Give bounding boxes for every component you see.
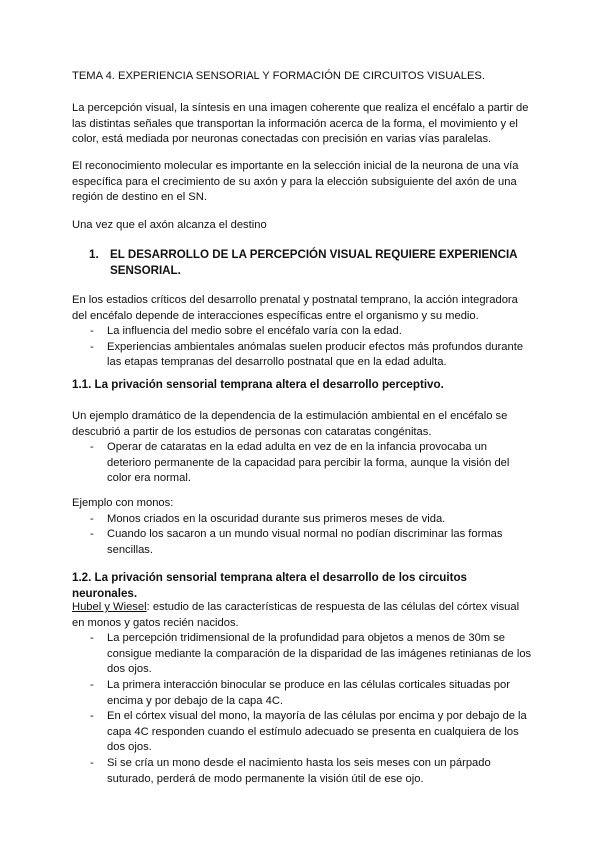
- list-item: - En el córtex visual del mono, la mayoría de las células por encima y por debajo de la capa 4C responden cuando el estímulo adecuado se presenta en cualquiera de los dos ojos.: [90, 710, 527, 754]
- section-1-1-bullet-list: [72, 440, 532, 487]
- paragraph-molecular-recognition: El reconocimiento molecular es importante en la selección inicial de la neurona de una vía específica para el crecimiento de su axón y para la elección subsiguiente del axón de una región de destino en el SN.: [72, 160, 519, 204]
- section-1-intro: En los estadios críticos del desarrollo prenatal y postnatal temprano, la acción integradora del encéfalo depende de interacciones específicas entre el organismo y su medio.: [72, 294, 518, 322]
- list-item: - La influencia del medio sobre el encéfalo varía con la edad.: [72, 324, 532, 340]
- dash-marker: -: [90, 756, 94, 769]
- dash-marker: -: [90, 441, 94, 454]
- section-1-number: 1.: [89, 248, 99, 261]
- authors-underlined: Hubel y Wiesel: [72, 601, 147, 613]
- list-item: - La percepción tridimensional de la profundidad para objetos a menos de 30m se consigue mediante la comparación de la disparidad de las imágenes retinianas de los dos ojos.: [90, 632, 532, 676]
- section-1-1-body: [72, 409, 532, 487]
- list-item: - Cuando los sacaron a un mundo visual normal no podían discriminar las formas sencillas.: [90, 528, 503, 556]
- section-1-2-heading: 1.2. La privación sensorial temprana altera el desarrollo de los circuitos neuronales.: [72, 571, 467, 600]
- example-bullet-list: [72, 512, 532, 559]
- dash-marker: -: [90, 528, 94, 541]
- dash-marker: -: [90, 710, 94, 723]
- list-item: - Monos criados en la oscuridad durante sus primeros meses de vida.: [72, 512, 532, 528]
- section-1-2-intro: [72, 600, 532, 631]
- section-1-1-intro: Un ejemplo dramático de la dependencia de la estimulación ambiental en el encéfalo se descubrió a partir de los estudios de personas con cataratas congénitas.: [72, 410, 508, 438]
- section-1-heading-text: EL DESARROLLO DE LA PERCEPCIÓN VISUAL REQUIERE EXPERIENCIA SENSORIAL.: [110, 248, 518, 277]
- section-1-1-heading: 1.1. La privación sensorial temprana altera el desarrollo perceptivo.: [72, 378, 444, 391]
- section-1-2-bullet-list: [72, 631, 532, 787]
- list-item: - Experiencias ambientales anómalas suelen producir efectos más profundos durante las etapas tempranas del desarrollo postnatal que en la edad adulta.: [90, 340, 524, 369]
- list-item: - Operar de cataratas en la edad adulta en vez de en la infancia provocaba un deterioro permanente de la capacidad para percibir la forma, aunque la visión del color era normal.: [90, 441, 510, 485]
- list-item: - Si se cría un mono desde el nacimiento hasta los seis meses con un párpado suturado, perderá de modo permanente la visión útil de ese ojo.: [90, 756, 491, 785]
- section-1-heading: [89, 247, 529, 279]
- dash-marker: -: [90, 325, 94, 338]
- monkey-example: [72, 496, 532, 558]
- intro-rest: : estudio de las características de respuesta de las células del córtex visual en monos y gatos recién nacidos.: [72, 601, 520, 629]
- section-1-body: [72, 293, 532, 371]
- paragraph-visual-perception: La percepción visual, la síntesis en una imagen coherente que realiza el encéfalo a partir de las distintas señales que transportan la información acerca de la forma, el movimiento y el color, está mediada por neuronas conectadas con precisión en varias vías paralelas.: [72, 102, 529, 146]
- example-label: Ejemplo con monos:: [72, 497, 174, 509]
- paragraph-axon-destination: Una vez que el axón alcanza el destino: [72, 219, 267, 231]
- list-item: - La primera interacción binocular se produce en las células corticales situadas por encima y por debajo de la capa 4C.: [90, 678, 510, 707]
- section-1-2-body: [72, 600, 532, 787]
- dash-marker: -: [90, 632, 94, 645]
- document-title: TEMA 4. EXPERIENCIA SENSORIAL Y FORMACIÓN DE CIRCUITOS VISUALES.: [72, 70, 486, 82]
- section-1-bullet-list: [72, 324, 532, 371]
- dash-marker: -: [90, 512, 94, 525]
- dash-marker: -: [90, 678, 94, 691]
- dash-marker: -: [90, 340, 94, 353]
